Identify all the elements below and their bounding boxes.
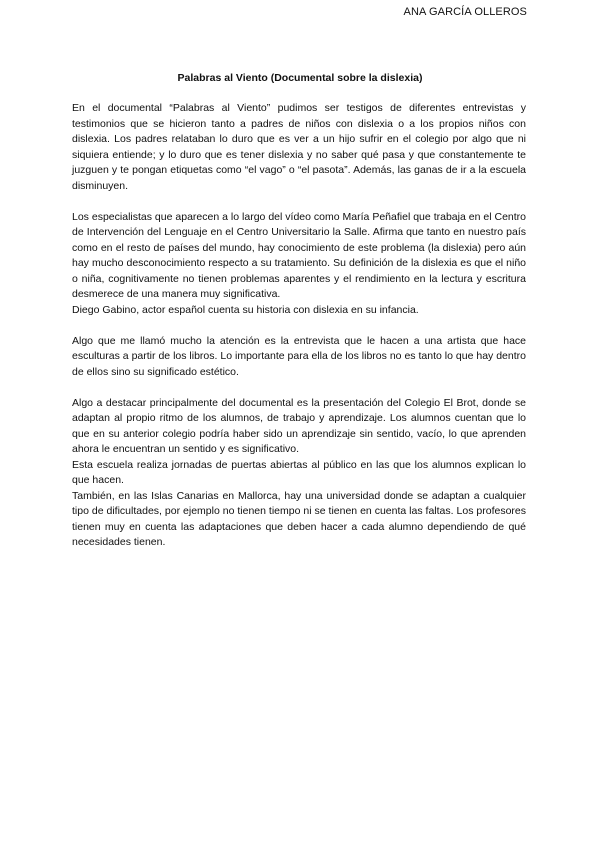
paragraph-artist: Algo que me llamó mucho la atención es la entrevista que le hacen a una artista que hace esculturas a partir de los libros. Lo importante para ella de los libros no es tanto lo que hay dentro de ellos sino su significado estético. — [72, 334, 526, 378]
paragraph-open-days: Esta escuela realiza jornadas de puertas abiertas al público en las que los alumnos explican lo que hacen. — [72, 458, 526, 486]
paragraph-specialists: Los especialistas que aparecen a lo largo del vídeo como María Peñafiel que trabaja en el Centro de Intervención del Lenguaje en el Centro Universitario la Salle. Afirma que tanto en nuestro país como en el resto de países del mundo, hay conocimiento de este problema (la dislexia) pero aún hay mucho desconocimiento respecto a su tratamiento. Su definición de la dislexia es que el niño o niña, cognitivamente no tienen problemas aparentes y el rendimiento en la lectura y escritura desmerece de una manera muy significativa. — [72, 210, 526, 300]
document-title: Palabras al Viento (Documental sobre la dislexia) — [177, 72, 423, 84]
paragraph-colegio-el-brot: Algo a destacar principalmente del documental es la presentación del Colegio El Brot, donde se adaptan al propio ritmo de los alumnos, de trabajo y aprendizaje. Los alumnos cuentan que lo que en su anterior colegio podría haber sido un aprendizaje sin sentido, vacío, lo que aprenden ahora le encuentran un sentido y es significativo. — [72, 396, 526, 455]
header-author: ANA GARCÍA OLLEROS — [403, 6, 527, 18]
paragraph-university: También, en las Islas Canarias en Mallorca, hay una universidad donde se adaptan a cualquier tipo de dificultades, por ejemplo no tienen tiempo ni se tienen en cuenta las faltas. Los profesores tienen muy en cuenta las adaptaciones que deben hacer a cada alumno dependiendo de qué necesidades tienen. — [72, 489, 526, 548]
paragraph-intro: En el documental “Palabras al Viento” pudimos ser testigos de diferentes entrevistas y testimonios que se hicieron tanto a padres de niños con dislexia o a los propios niños con dislexia. Los padres relataban lo duro que es ver a un hijo sufrir en el colegio por algo que ni siquiera entiende; y lo duro que es tener dislexia y no saber qué pasa y que constantemente te juzguen y te pongan etiquetas como “el vago” o “el pasota”. Además, las ganas de ir a la escuela disminuyen. — [72, 102, 526, 192]
document-body — [72, 101, 526, 551]
paragraph-diego-gabino: Diego Gabino, actor español cuenta su historia con dislexia en su infancia. — [72, 303, 419, 316]
